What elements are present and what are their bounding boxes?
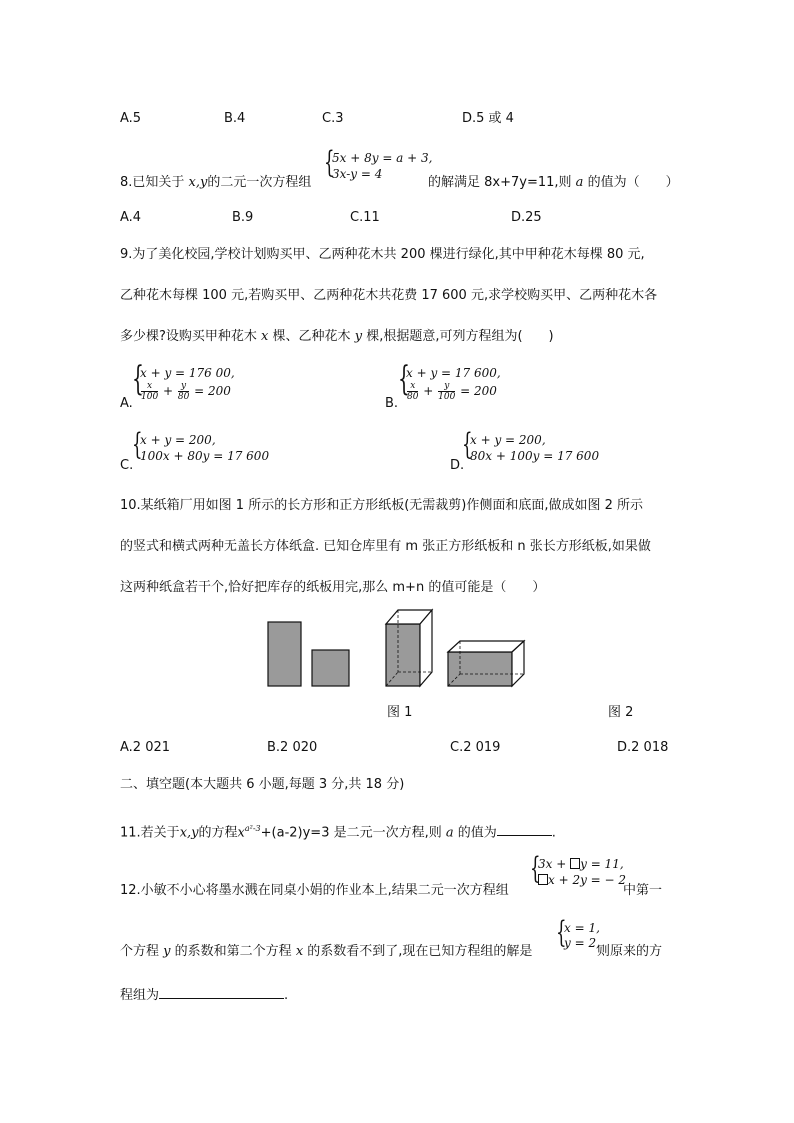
q12-answer-blank [159, 986, 284, 999]
q8-option-a: A.4 [120, 210, 142, 225]
q11-stem: 11.若关于x,y的方程$x^{a^2-3}+(a-2)y=3$ 是二元一次方程,则 a 的值为 . [120, 824, 556, 841]
q9-option-a-label: A. [120, 396, 133, 411]
q9-option-b-system: { x + y = 17 600, $\frac{x}{80}$ + $\frac{y}{100}$ = 200 [398, 359, 501, 402]
q8-option-c: C.11 [350, 210, 380, 225]
q9-option-d-system: { x + y = 200, 80x + 100y = 17 600 [462, 427, 600, 463]
q12-equation-system: { 3x + y = 11, x + 2y = − 2 [530, 851, 627, 887]
q8-condition: 的解满足 8x+7y=11,则 a 的值为（ ） [428, 175, 679, 190]
q9-option-a-system: { x + y = 176 00, $\frac{x}{100}$ + $\frac{y}{80}$ = 200 [132, 359, 235, 402]
square-panel [312, 650, 349, 686]
q8-equation-system: { 5x + 8y = a + 3, 3x-y = 4 [324, 145, 433, 181]
section-2-heading: 二、填空题(本大题共 6 小题,每题 3 分,共 18 分) [120, 777, 405, 792]
q10-line-1: 10.某纸箱厂用如图 1 所示的长方形和正方形纸板(无需裁剪)作侧面和底面,做成如图 2 所示 [120, 498, 644, 513]
q10-option-a: A.2 021 [120, 740, 171, 755]
q9-option-d-label: D. [450, 458, 465, 473]
q12-solution-system: { x = 1, y = 2, [556, 915, 600, 950]
q9-line-3: 多少棵?设购买甲种花木 x 棵、乙种花木 y 棵,根据题意,可列方程组为( ) [120, 329, 554, 344]
q12-line-1b: 中第一 [623, 883, 663, 898]
rectangle-panel [268, 622, 301, 686]
ink-blot-box-1 [570, 858, 580, 869]
q7-option-a: A.5 [120, 111, 142, 126]
ink-blot-box-2 [538, 874, 548, 885]
q8-option-b: B.9 [232, 210, 254, 225]
vertical-box [386, 610, 432, 686]
q10-line-2: 的竖式和横式两种无盖长方体纸盒. 已知仓库里有 m 张正方形纸板和 n 张长方形纸板,如果做 [120, 539, 651, 554]
q8-option-d: D.25 [511, 210, 542, 225]
q12-line-2: 个方程 y 的系数和第二个方程 x 的系数看不到了,现在已知方程组的解是 [120, 944, 533, 959]
horizontal-box [448, 641, 524, 686]
q9-line-1: 9.为了美化校园,学校计划购买甲、乙两种花木共 200 棵进行绿化,其中甲种花木每棵 80 元, [120, 247, 645, 262]
q9-option-c-system: { x + y = 200, 100x + 80y = 17 600 [132, 427, 270, 463]
q10-option-c: C.2 019 [450, 740, 501, 755]
q10-option-d: D.2 018 [617, 740, 669, 755]
q8-stem: 8.已知关于 x,y的二元一次方程组 [120, 175, 312, 190]
q12-line-3: 程组为 . [120, 988, 289, 1003]
q7-option-d: D.5 或 4 [462, 111, 514, 126]
q10-line-3: 这两种纸盒若干个,恰好把库存的纸板用完,那么 m+n 的值可能是（ ） [120, 580, 546, 595]
q9-option-b-label: B. [385, 396, 399, 411]
figure-1-caption: 图 1 [387, 705, 413, 720]
q10-option-b: B.2 020 [267, 740, 318, 755]
q12-line-2d: 则原来的方 [597, 944, 663, 959]
q7-option-b: B.4 [224, 111, 246, 126]
q9-option-c-label: C. [120, 458, 134, 473]
q7-option-c: C.3 [322, 111, 344, 126]
q12-line-1a: 12.小敏不小心将墨水溅在同桌小娟的作业本上,结果二元一次方程组 [120, 883, 509, 898]
figure-2-caption: 图 2 [608, 705, 634, 720]
figure-2-boxes [380, 600, 530, 695]
q11-answer-blank [497, 823, 552, 836]
q9-line-2: 乙种花木每棵 100 元,若购买甲、乙两种花木共花费 17 600 元,求学校购买甲、乙两种花木各 [120, 288, 658, 303]
